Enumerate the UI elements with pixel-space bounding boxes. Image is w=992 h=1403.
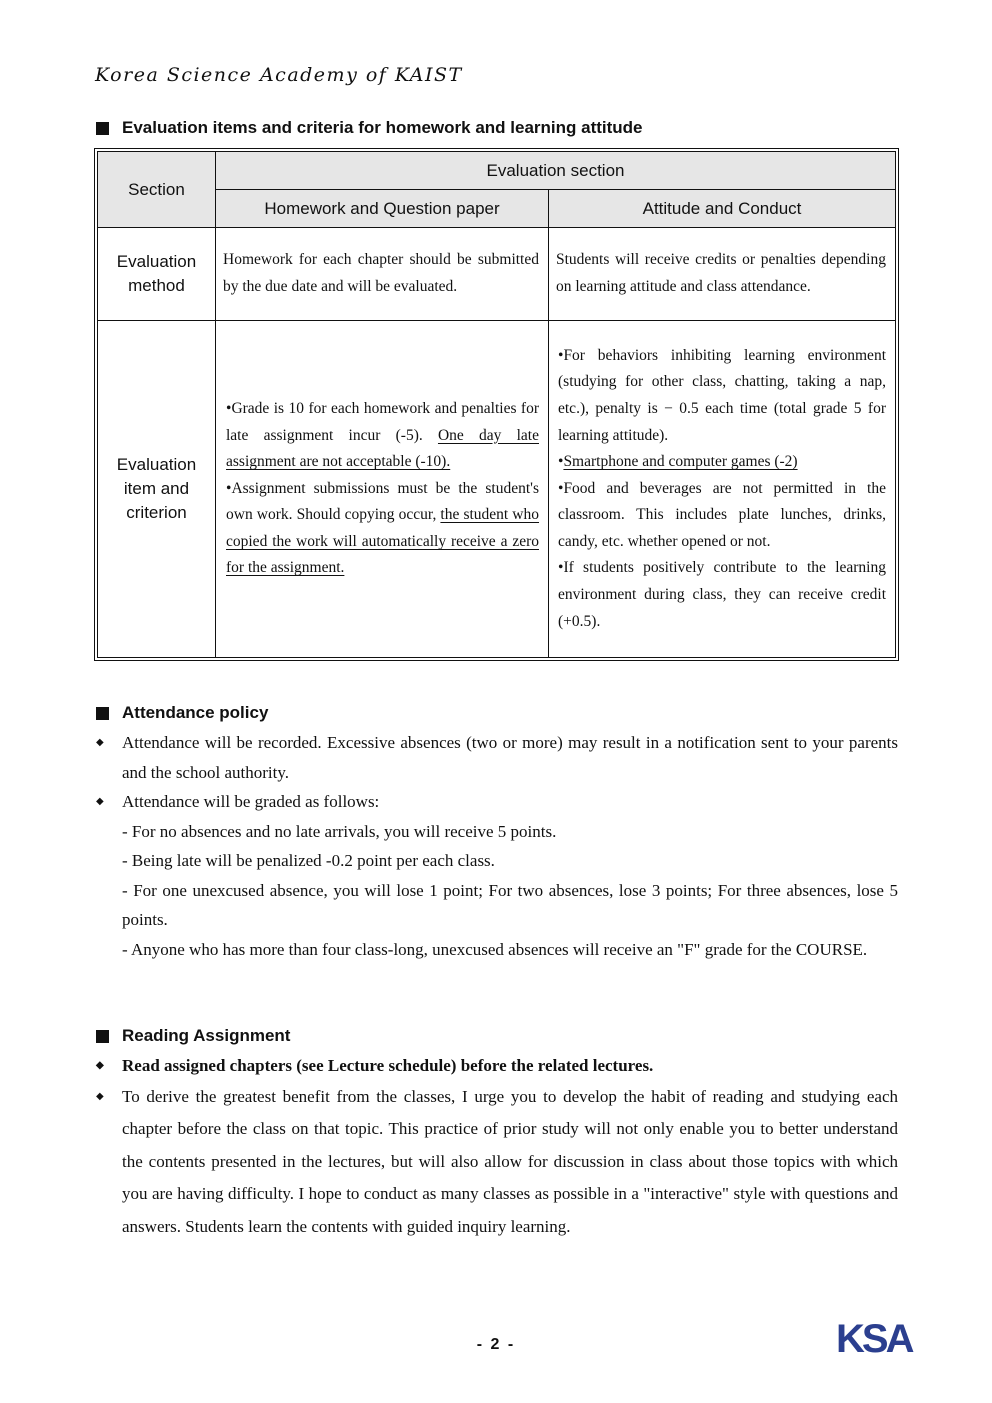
attitude-criterion-cell [549, 321, 896, 658]
attendance-rule: - Being late will be penalized -0.2 point per each class. [122, 851, 495, 870]
evaluation-table [94, 148, 899, 661]
bullet-dot-icon: • [226, 399, 232, 417]
bullet-dot-icon: • [558, 346, 564, 364]
attitude-column-header: Attitude and Conduct [549, 190, 896, 228]
reading-bullet: ◆ To derive the greatest benefit from the classes, I urge you to develop the habit of reading and studying each chapter before the class on that topic. This practice of prior study will not only enable you to better understand the contents presented in the lectures, but will also allow for discussion in class about those topics with which you are having difficulty. I hope to conduct as many classes as possible in a "interactive" style with questions and answers. Students learn the contents with guided inquiry learning. [96, 1081, 898, 1244]
diamond-bullet-icon: ◆ [96, 796, 104, 807]
attitude-criterion-item: •Food and beverages are not permitted in the classroom. This includes plate lunches, drinks, candy, etc. whether opened or not. [558, 479, 886, 550]
bullet-dot-icon: • [558, 559, 564, 577]
homework-column-header: Homework and Question paper [216, 190, 549, 228]
page-number: - 2 - [476, 1336, 516, 1353]
attendance-title: Attendance policy [122, 703, 269, 722]
reading-title: Reading Assignment [122, 1026, 291, 1045]
homework-criterion-item: •Grade is 10 for each homework and penalties for late assignment incur (-5). One day late assignment are not acceptable (-10). [226, 399, 539, 471]
reading-section [96, 1051, 898, 1243]
square-bullet-icon [96, 1030, 109, 1043]
attendance-bullet: ◆ Attendance will be recorded. Excessive absences (two or more) may result in a notification sent to your parents and the school authority. [96, 728, 898, 787]
homework-method-cell: Homework for each chapter should be submitted by the due date and will be evaluated. [216, 228, 549, 321]
attitude-criterion-item: •For behaviors inhibiting learning environment (studying for other class, chatting, taking a nap, etc.), penalty is − 0.5 each time (total grade 5 for learning attitude). [558, 346, 886, 444]
diamond-bullet-icon: ◆ [96, 1090, 104, 1102]
attendance-rule: - For no absences and no late arrivals, you will receive 5 points. [122, 821, 557, 841]
evaluation-section-header: Evaluation section [216, 152, 896, 190]
bullet-dot-icon: • [558, 453, 564, 471]
logo-text: KSA [836, 1317, 912, 1361]
evaluation-title: Evaluation items and criteria for homework and learning attitude [122, 118, 643, 137]
attitude-criterion-item: •If students positively contribute to the learning environment during class, they can receive credit (+0.5). [558, 559, 886, 630]
square-bullet-icon [96, 707, 109, 720]
attendance-section [96, 728, 898, 964]
homework-criterion-cell [216, 321, 549, 658]
bullet-dot-icon: • [558, 479, 564, 497]
reading-heading [96, 1026, 290, 1046]
running-header: Korea Science Academy of KAIST [95, 64, 463, 86]
square-bullet-icon [96, 122, 109, 135]
attendance-bullet: ◆ Attendance will be graded as follows: [96, 787, 898, 817]
diamond-bullet-icon: ◆ [96, 1060, 104, 1071]
reading-bullet: ◆ Read assigned chapters (see Lecture schedule) before the related lectures. [96, 1051, 898, 1081]
attitude-method-cell: Students will receive credits or penalties depending on learning attitude and class attendance. [549, 228, 896, 321]
section-header: Section [98, 152, 216, 228]
evaluation-criterion-label: Evaluation item and criterion [98, 321, 216, 658]
diamond-bullet-icon: ◆ [96, 737, 104, 748]
attitude-criterion-item: •Smartphone and computer games (-2) [558, 453, 798, 471]
evaluation-heading [96, 118, 643, 138]
attendance-rule: - Anyone who has more than four class-long, unexcused absences will receive an "F" grade for the COURSE. [122, 939, 868, 959]
evaluation-method-label: Evaluation method [98, 228, 216, 321]
attendance-rule: - For one unexcused absence, you will lose 1 point; For two absences, lose 3 points; For three absences, lose 5 points. [122, 880, 898, 929]
bullet-dot-icon: • [226, 479, 232, 497]
attendance-heading [96, 703, 268, 723]
homework-criterion-item: •Assignment submissions must be the student's own work. Should copying occur, the student who copied the work will automatically receive a zero for the assignment. [226, 479, 540, 577]
